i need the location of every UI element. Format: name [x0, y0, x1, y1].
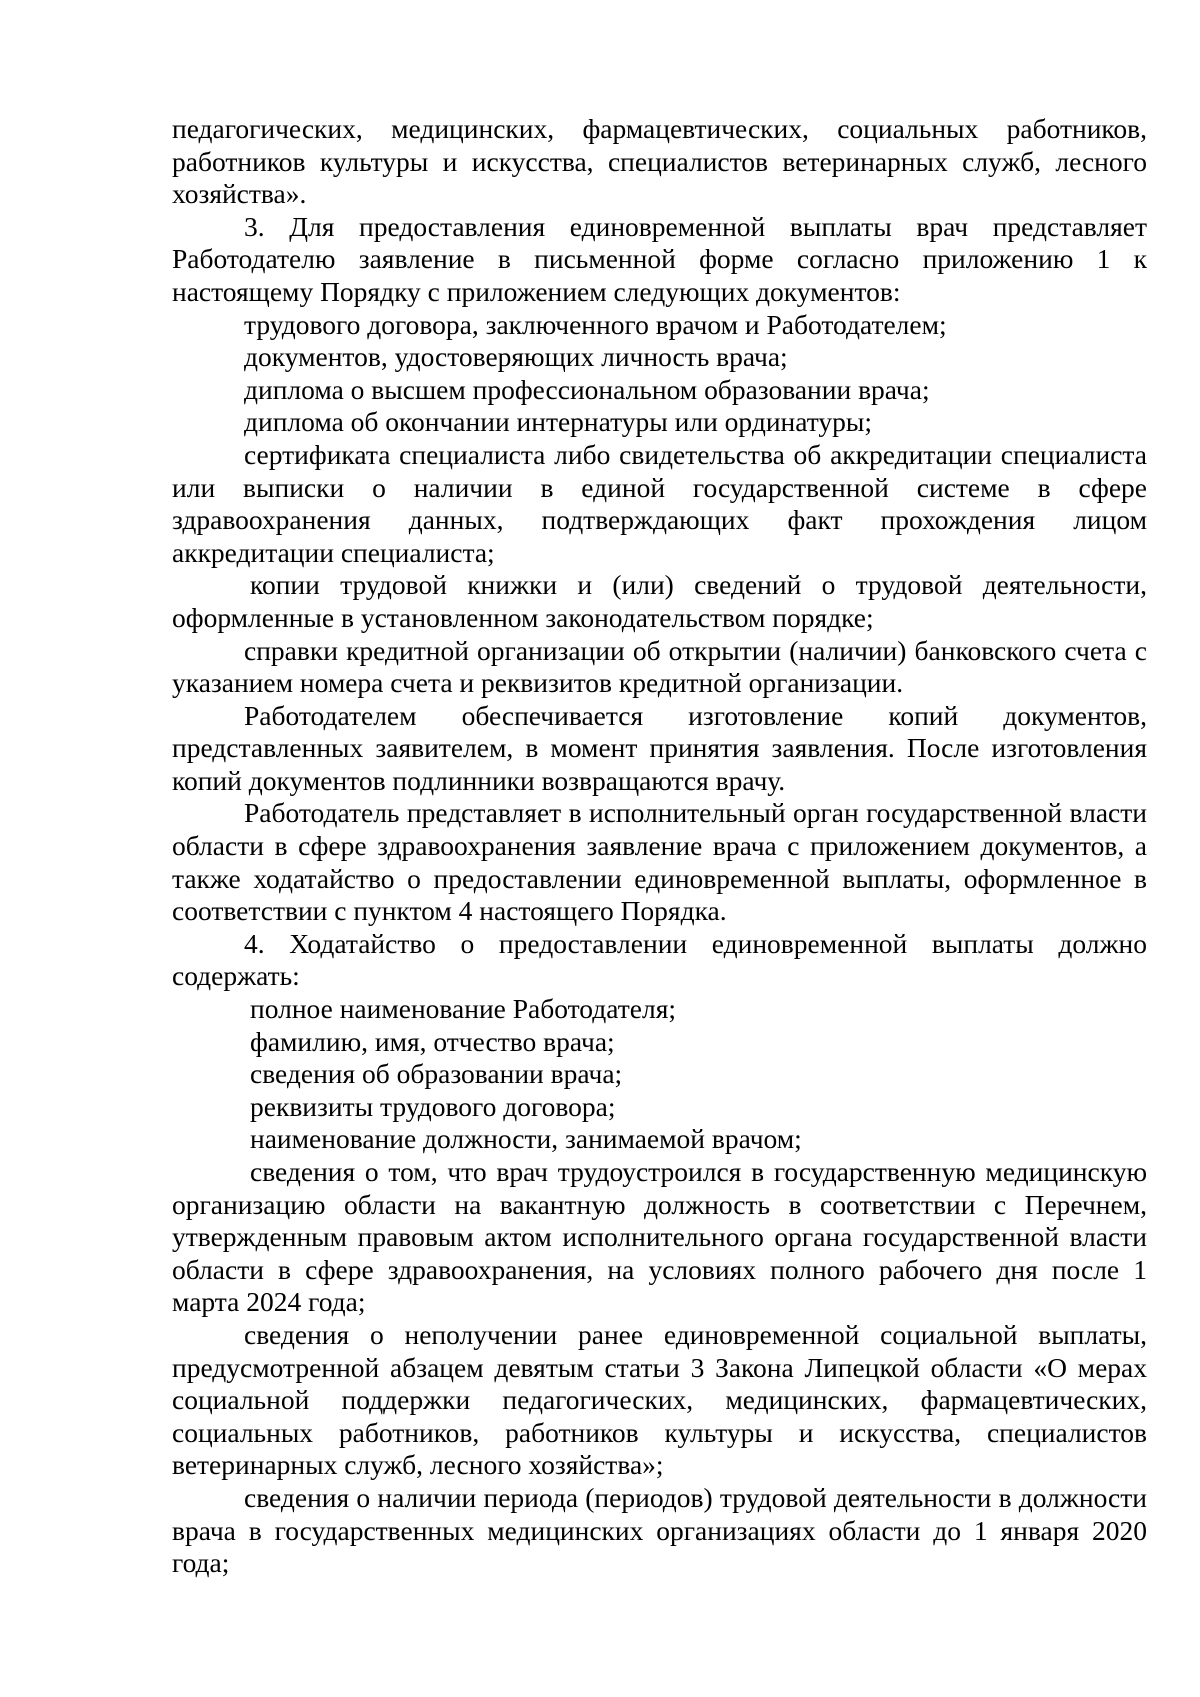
list-item-work-period: сведения о наличии периода (периодов) трудовой деятельности в должности врача в государственных медицинских организациях области до 1 января 2020 года; [172, 1481, 1147, 1579]
paragraph-copies: Работодателем обеспечивается изготовление копий документов, представленных заявителем, в момент принятия заявления. После изготовления копий документов подлинники возвращаются врачу. [172, 699, 1147, 796]
list-item-higher-education-diploma: диплома о высшем профессиональном образовании врача; [244, 373, 930, 405]
paragraph-item-3: 3. Для предоставления единовременной выплаты врач представляет Работодателю заявление в письменной форме согласно приложению 1 к настоящему Порядку с приложением следующих документов: [172, 210, 1147, 307]
list-item-work-record-copy: копии трудовой книжки и (или) сведений о трудовой деятельности, оформленные в установленном законодательством порядке; [172, 569, 1147, 633]
list-item-bank-account-certificate: справки кредитной организации об открытии (наличии) банковского счета с указанием номера счета и реквизитов кредитной организации. [172, 634, 1147, 699]
list-item-previous-payment: сведения о неполучении ранее единовременной социальной выплаты, предусмотренной абзацем девятым статьи 3 Закона Липецкой области «О мерах социальной поддержки педагогических, медицинских, фармацевтических, социальных работников, работников культуры и искусства, специалистов ветеринарных служб, лесного хозяйства»; [172, 1318, 1147, 1481]
list-item-doctor-name: фамилию, имя, отчество врача; [250, 1025, 615, 1057]
list-item-contract-details: реквизиты трудового договора; [250, 1090, 616, 1122]
list-item-employer-name: полное наименование Работодателя; [250, 993, 676, 1025]
list-item-internship-diploma: диплома об окончании интернатуры или ординатуры; [244, 406, 873, 438]
list-item-education: сведения об образовании врача; [250, 1058, 623, 1090]
paragraph-employer-submission: Работодатель представляет в исполнительный орган государственной власти области в сфере здравоохранения заявление врача с приложением документов, а также ходатайство о предоставлении единовременной выплаты, оформленное в соответствии с пунктом 4 настоящего Порядка. [172, 797, 1147, 927]
paragraph-continuation: педагогических, медицинских, фармацевтических, социальных работников, работников культуры и искусства, специалистов ветеринарных служб, лесного хозяйства». [172, 113, 1147, 210]
list-item-employment-contract: трудового договора, заключенного врачом и Работодателем; [244, 308, 947, 340]
paragraph-item-4: 4. Ходатайство о предоставлении единовременной выплаты должно содержать: [172, 927, 1147, 992]
list-item-employment-info: сведения о том, что врач трудоустроился в государственную медицинскую организацию области на вакантную должность в соответствии с Перечнем, утвержденным правовым актом исполнительного органа государственной власти области в сфере здравоохранения, на условиях полного рабочего дня после 1 марта 2024 года; [172, 1156, 1147, 1318]
list-item-position: наименование должности, занимаемой врачом; [250, 1123, 802, 1155]
document-body [172, 113, 1147, 1580]
list-item-identity-documents: документов, удостоверяющих личность врача; [244, 341, 788, 373]
list-item-specialist-certificate: сертификата специалиста либо свидетельства об аккредитации специалиста или выписки о наличии в единой государственной системе в сфере здравоохранения данных, подтверждающих факт прохождения лицом аккредитации специалиста; [172, 438, 1147, 568]
